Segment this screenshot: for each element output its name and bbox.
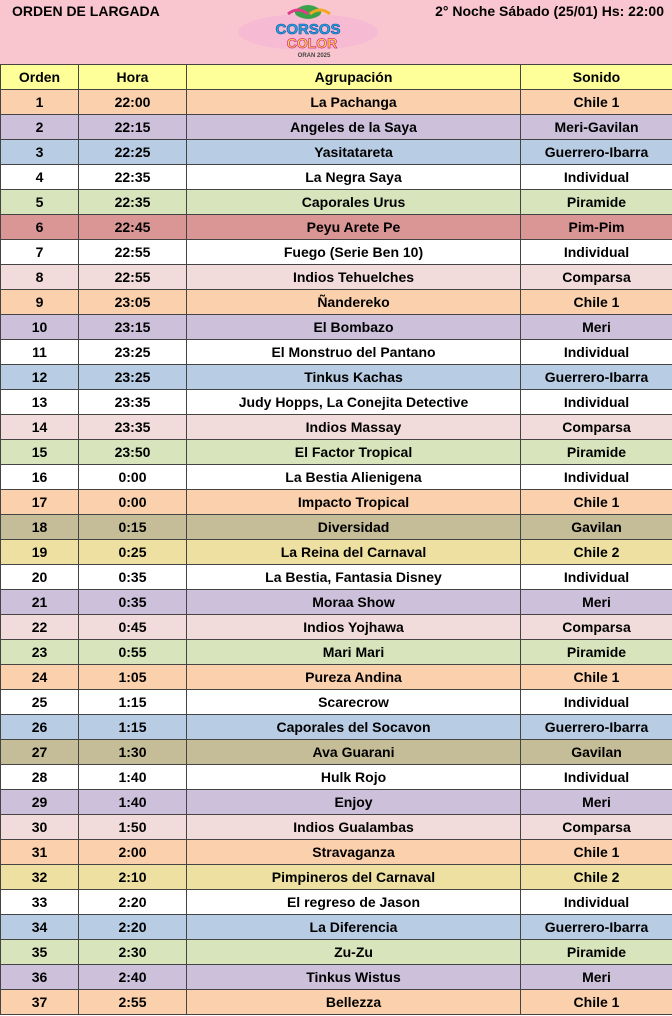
table-row [1,115,672,140]
cell-agrupacion: Indios Tehuelches [187,265,521,290]
cell-sonido: Chile 2 [521,540,672,565]
corsos-color-logo [228,4,388,60]
cell-hora: 23:25 [79,340,187,365]
cell-sonido: Meri-Gavilan [521,115,672,140]
table-row [1,290,672,315]
cell-agrupacion: Bellezza [187,990,521,1015]
cell-agrupacion: Yasitatareta [187,140,521,165]
cell-orden: 17 [1,490,79,515]
cell-hora: 22:25 [79,140,187,165]
cell-sonido: Chile 1 [521,90,672,115]
cell-sonido: Meri [521,590,672,615]
cell-sonido: Gavilan [521,515,672,540]
cell-sonido: Meri [521,965,672,990]
cell-hora: 0:00 [79,465,187,490]
cell-hora: 0:35 [79,590,187,615]
cell-orden: 29 [1,790,79,815]
cell-agrupacion: La Bestia, Fantasia Disney [187,565,521,590]
cell-orden: 16 [1,465,79,490]
cell-orden: 25 [1,690,79,715]
cell-orden: 32 [1,865,79,890]
cell-orden: 26 [1,715,79,740]
cell-hora: 1:05 [79,665,187,690]
cell-hora: 2:55 [79,990,187,1015]
cell-orden: 15 [1,440,79,465]
cell-agrupacion: Caporales Urus [187,190,521,215]
cell-orden: 9 [1,290,79,315]
cell-orden: 35 [1,940,79,965]
cell-sonido: Individual [521,765,672,790]
cell-orden: 8 [1,265,79,290]
cell-sonido: Guerrero-Ibarra [521,365,672,390]
cell-sonido: Comparsa [521,415,672,440]
cell-orden: 19 [1,540,79,565]
table-row [1,715,672,740]
cell-agrupacion: La Pachanga [187,90,521,115]
table-row [1,915,672,940]
cell-orden: 3 [1,140,79,165]
cell-sonido: Individual [521,565,672,590]
cell-sonido: Piramide [521,940,672,965]
cell-hora: 1:50 [79,815,187,840]
table-row [1,840,672,865]
table-row [1,515,672,540]
cell-sonido: Comparsa [521,815,672,840]
cell-agrupacion: Indios Massay [187,415,521,440]
cell-agrupacion: Pimpineros del Carnaval [187,865,521,890]
table-row [1,790,672,815]
table-row [1,240,672,265]
cell-agrupacion: Tinkus Wistus [187,965,521,990]
table-row [1,690,672,715]
logo-line-2: COLOR [286,35,338,51]
cell-hora: 22:55 [79,240,187,265]
cell-agrupacion: Peyu Arete Pe [187,215,521,240]
cell-sonido: Meri [521,315,672,340]
cell-hora: 23:25 [79,365,187,390]
cell-agrupacion: Angeles de la Saya [187,115,521,140]
cell-agrupacion: Diversidad [187,515,521,540]
cell-orden: 27 [1,740,79,765]
cell-sonido: Individual [521,690,672,715]
night-info: 2° Noche Sábado (25/01) Hs: 22:00 [435,3,664,19]
cell-hora: 1:15 [79,690,187,715]
cell-hora: 23:15 [79,315,187,340]
cell-orden: 34 [1,915,79,940]
table-header-row [1,65,672,90]
table-row [1,390,672,415]
cell-hora: 1:40 [79,790,187,815]
cell-orden: 2 [1,115,79,140]
cell-hora: 2:10 [79,865,187,890]
table-row [1,440,672,465]
cell-agrupacion: Pureza Andina [187,665,521,690]
table-row [1,190,672,215]
cell-hora: 23:35 [79,390,187,415]
cell-orden: 7 [1,240,79,265]
cell-hora: 22:15 [79,115,187,140]
table-row [1,340,672,365]
cell-agrupacion: Stravaganza [187,840,521,865]
cell-hora: 23:35 [79,415,187,440]
cell-agrupacion: Caporales del Socavon [187,715,521,740]
cell-sonido: Guerrero-Ibarra [521,715,672,740]
cell-orden: 28 [1,765,79,790]
cell-hora: 0:35 [79,565,187,590]
cell-orden: 22 [1,615,79,640]
table-row [1,140,672,165]
header-banner [0,0,672,64]
cell-agrupacion: El Bombazo [187,315,521,340]
cell-orden: 36 [1,965,79,990]
table-row [1,740,672,765]
column-header-agrupacion: Agrupación [187,65,521,90]
cell-sonido: Comparsa [521,615,672,640]
cell-sonido: Individual [521,390,672,415]
cell-orden: 31 [1,840,79,865]
cell-orden: 37 [1,990,79,1015]
cell-hora: 23:50 [79,440,187,465]
cell-sonido: Individual [521,890,672,915]
table-row [1,490,672,515]
cell-orden: 4 [1,165,79,190]
cell-hora: 1:40 [79,765,187,790]
cell-agrupacion: Indios Yojhawa [187,615,521,640]
cell-orden: 20 [1,565,79,590]
cell-sonido: Chile 1 [521,840,672,865]
cell-sonido: Individual [521,165,672,190]
cell-orden: 5 [1,190,79,215]
cell-sonido: Guerrero-Ibarra [521,140,672,165]
lineup-table [0,64,672,1015]
cell-hora: 22:35 [79,190,187,215]
cell-sonido: Chile 1 [521,490,672,515]
cell-orden: 18 [1,515,79,540]
table-row [1,215,672,240]
cell-hora: 1:15 [79,715,187,740]
cell-sonido: Chile 2 [521,865,672,890]
cell-hora: 2:20 [79,890,187,915]
cell-sonido: Piramide [521,440,672,465]
cell-orden: 24 [1,665,79,690]
table-row [1,990,672,1015]
cell-agrupacion: Ava Guarani [187,740,521,765]
cell-agrupacion: Impacto Tropical [187,490,521,515]
table-row [1,640,672,665]
cell-hora: 0:55 [79,640,187,665]
cell-hora: 23:05 [79,290,187,315]
cell-hora: 22:45 [79,215,187,240]
cell-sonido: Guerrero-Ibarra [521,915,672,940]
cell-orden: 11 [1,340,79,365]
table-row [1,890,672,915]
cell-orden: 30 [1,815,79,840]
cell-agrupacion: Fuego (Serie Ben 10) [187,240,521,265]
cell-hora: 0:25 [79,540,187,565]
cell-agrupacion: Indios Gualambas [187,815,521,840]
table-row [1,615,672,640]
cell-sonido: Gavilan [521,740,672,765]
cell-hora: 22:55 [79,265,187,290]
cell-hora: 0:45 [79,615,187,640]
cell-sonido: Pim-Pim [521,215,672,240]
cell-agrupacion: Hulk Rojo [187,765,521,790]
cell-sonido: Individual [521,465,672,490]
cell-orden: 23 [1,640,79,665]
table-row [1,365,672,390]
column-header-orden: Orden [1,65,79,90]
table-row [1,765,672,790]
cell-orden: 14 [1,415,79,440]
table-row [1,965,672,990]
cell-hora: 22:35 [79,165,187,190]
table-row [1,865,672,890]
cell-sonido: Piramide [521,190,672,215]
cell-sonido: Piramide [521,640,672,665]
column-header-hora: Hora [79,65,187,90]
cell-sonido: Meri [521,790,672,815]
cell-agrupacion: La Diferencia [187,915,521,940]
cell-agrupacion: Enjoy [187,790,521,815]
cell-agrupacion: La Bestia Alienigena [187,465,521,490]
logo-line-1: CORSOS [275,21,341,38]
table-row [1,540,672,565]
cell-agrupacion: Judy Hopps, La Conejita Detective [187,390,521,415]
logo-line-3: ORAN 2025 [297,53,331,59]
cell-orden: 12 [1,365,79,390]
cell-agrupacion: Ñandereko [187,290,521,315]
table-row [1,940,672,965]
cell-hora: 2:00 [79,840,187,865]
cell-hora: 2:20 [79,915,187,940]
cell-sonido: Individual [521,240,672,265]
cell-agrupacion: Moraa Show [187,590,521,615]
cell-sonido: Chile 1 [521,990,672,1015]
cell-agrupacion: Tinkus Kachas [187,365,521,390]
cell-agrupacion: Scarecrow [187,690,521,715]
table-row [1,165,672,190]
column-header-sonido: Sonido [521,65,672,90]
cell-agrupacion: El regreso de Jason [187,890,521,915]
cell-agrupacion: Mari Mari [187,640,521,665]
table-row [1,815,672,840]
cell-sonido: Chile 1 [521,290,672,315]
table-row [1,265,672,290]
cell-hora: 2:30 [79,940,187,965]
cell-orden: 13 [1,390,79,415]
cell-hora: 1:30 [79,740,187,765]
table-row [1,315,672,340]
cell-hora: 22:00 [79,90,187,115]
cell-agrupacion: La Negra Saya [187,165,521,190]
cell-sonido: Comparsa [521,265,672,290]
cell-agrupacion: El Factor Tropical [187,440,521,465]
cell-hora: 0:00 [79,490,187,515]
cell-agrupacion: El Monstruo del Pantano [187,340,521,365]
table-row [1,415,672,440]
table-row [1,590,672,615]
table-row [1,90,672,115]
cell-hora: 2:40 [79,965,187,990]
table-body [1,90,672,1015]
table-row [1,565,672,590]
cell-orden: 6 [1,215,79,240]
cell-agrupacion: La Reina del Carnaval [187,540,521,565]
table-row [1,665,672,690]
cell-orden: 1 [1,90,79,115]
cell-sonido: Individual [521,340,672,365]
page-title: ORDEN DE LARGADA [12,3,160,19]
cell-orden: 21 [1,590,79,615]
cell-orden: 10 [1,315,79,340]
cell-hora: 0:15 [79,515,187,540]
cell-agrupacion: Zu-Zu [187,940,521,965]
cell-sonido: Chile 1 [521,665,672,690]
table-row [1,465,672,490]
cell-orden: 33 [1,890,79,915]
